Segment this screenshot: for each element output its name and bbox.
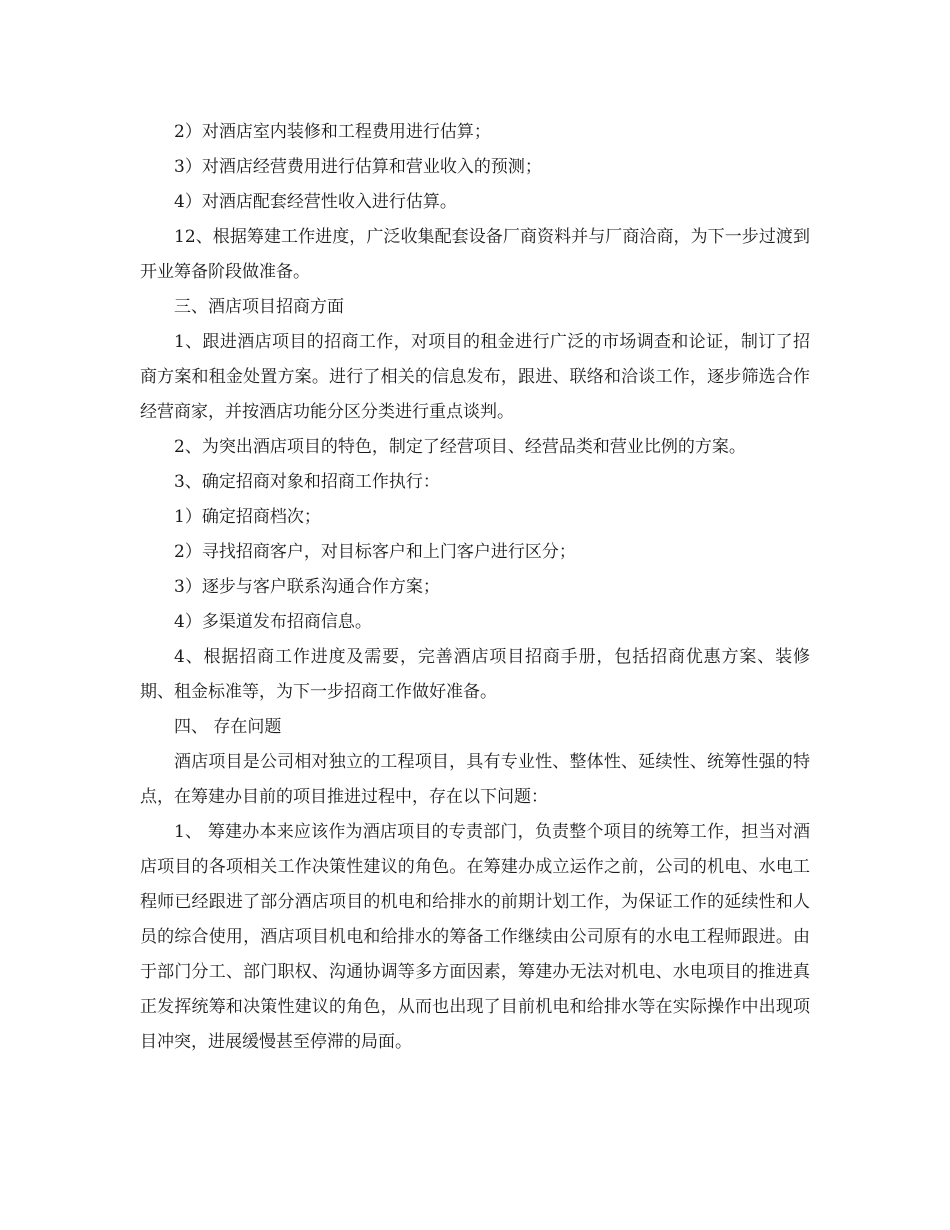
paragraph: 2）对酒店室内装修和工程费用进行估算； <box>174 122 491 142</box>
paragraph: 4、根据招商工作进度及需要，完善酒店项目招商手册，包括招商优惠方案、装修期、租金标准等，为下一步招商工作做好准备。 <box>140 647 810 702</box>
paragraph: 12、根据筹建工作进度，广泛收集配套设备厂商资料并与厂商洽商，为下一步过渡到开业筹备阶段做准备。 <box>140 227 810 282</box>
paragraph: 1、 筹建办本来应该作为酒店项目的专责部门，负责整个项目的统筹工作，担当对酒店项目的各项相关工作决策性建议的角色。在筹建办成立运作之前，公司的机电、水电工程师已经跟进了部分酒店项目的机电和给排水的前期计划工作，为保证工作的延续性和人员的综合使用，酒店项目机电和给排水的筹备工作继续由公司原有的水电工程师跟进。由于部门分工、部门职权、沟通协调等多方面因素，筹建办无法对机电、水电项目的推进真正发挥统筹和决策性建议的角色，从而也出现了目前机电和给排水等在实际操作中出现项目冲突，进展缓慢甚至停滞的局面。 <box>140 822 810 1052</box>
paragraph: 1、跟进酒店项目的招商工作，对项目的租金进行广泛的市场调查和论证，制订了招商方案和租金处置方案。进行了相关的信息发布，跟进、联络和洽谈工作，逐步筛选合作经营商家，并按酒店功能分区分类进行重点谈判。 <box>140 332 810 422</box>
paragraph: 2）寻找招商客户，对目标客户和上门客户进行区分； <box>174 542 576 562</box>
document-body <box>140 115 810 1060</box>
section-heading: 三、酒店项目招商方面 <box>174 297 344 317</box>
section-heading: 四、 存在问题 <box>174 717 282 737</box>
paragraph: 酒店项目是公司相对独立的工程项目，具有专业性、整体性、延续性、统筹性强的特点，在筹建办目前的项目推进过程中，存在以下问题： <box>140 752 810 807</box>
paragraph: 3、确定招商对象和招商工作执行： <box>174 472 440 492</box>
paragraph: 4）多渠道发布招商信息。 <box>174 612 372 632</box>
paragraph: 3）对酒店经营费用进行估算和营业收入的预测； <box>174 157 542 177</box>
paragraph: 2、为突出酒店项目的特色，制定了经营项目、经营品类和营业比例的方案。 <box>174 437 746 457</box>
paragraph: 1）确定招商档次； <box>174 507 321 527</box>
paragraph: 4）对酒店配套经营性收入进行估算。 <box>174 192 457 212</box>
paragraph: 3）逐步与客户联系沟通合作方案； <box>174 577 440 597</box>
